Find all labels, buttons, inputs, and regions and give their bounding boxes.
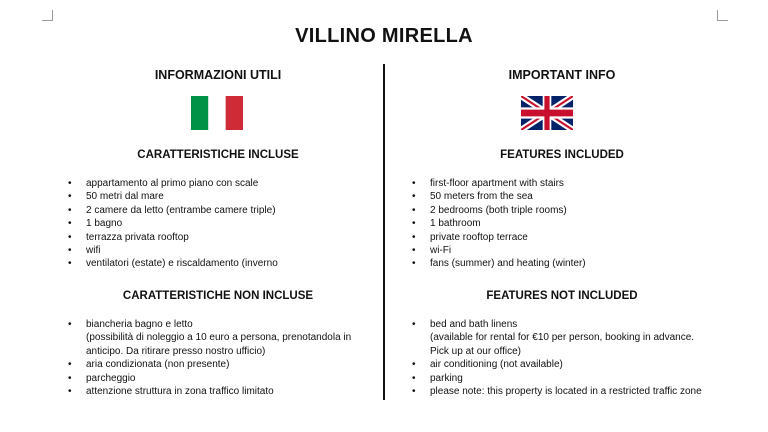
english-included-heading: FEATURES INCLUDED — [500, 149, 624, 161]
list-item — [58, 318, 388, 358]
list-item: • first-floor apartment with stairs — [402, 177, 732, 190]
list-item-note-line: (possibilità di noleggio a 10 euro a persona, prenotandola in — [86, 332, 352, 344]
english-not-included-list — [402, 318, 732, 398]
list-item-note-line: Pick up at our office) — [430, 345, 521, 357]
italian-included-heading: CARATTERISTICHE INCLUSE — [137, 149, 299, 161]
list-item: • aria condizionata (non presente) — [58, 358, 388, 371]
list-item: • wifi — [58, 244, 388, 257]
list-item: • fans (summer) and heating (winter) — [402, 257, 732, 270]
list-item: • 2 bedrooms (both triple rooms) — [402, 204, 732, 217]
list-item: • 1 bagno — [58, 217, 388, 230]
document-title: VILLINO MIRELLA — [295, 25, 473, 47]
list-item: • wi-Fi — [402, 244, 732, 257]
list-item-text: biancheria bagno e letto — [86, 319, 193, 330]
crop-mark-top-left — [42, 10, 53, 21]
list-item-note-line: anticipo. Da ritirare presso nostro ufficio) — [86, 345, 266, 357]
list-item: • 1 bathroom — [402, 217, 732, 230]
list-item: • private rooftop terrace — [402, 231, 732, 244]
list-item: • please note: this property is located in a restricted traffic zone — [402, 385, 732, 398]
list-item: • 50 meters from the sea — [402, 190, 732, 203]
crop-mark-top-right — [717, 10, 728, 21]
italian-not-included-heading: CARATTERISTICHE NON INCLUSE — [122, 290, 314, 302]
list-item: • terrazza privata rooftop — [58, 231, 388, 244]
list-item-note-line: (available for rental for €10 per person, booking in advance. — [430, 332, 695, 344]
italian-heading: INFORMAZIONI UTILI — [154, 68, 282, 82]
english-not-included-heading: FEATURES NOT INCLUDED — [486, 290, 638, 302]
list-item: • appartamento al primo piano con scale — [58, 177, 388, 190]
italian-included-list — [58, 177, 388, 271]
list-item-text: bed and bath linens — [430, 319, 518, 330]
list-item: • parking — [402, 372, 732, 385]
list-item: • ventilatori (estate) e riscaldamento (inverno — [58, 257, 388, 270]
list-item: • parcheggio — [58, 372, 388, 385]
uk-flag-icon — [521, 96, 573, 130]
list-item: • air conditioning (not available) — [402, 358, 732, 371]
english-included-list — [402, 177, 732, 271]
italian-not-included-list — [58, 318, 388, 398]
list-item: • attenzione struttura in zona traffico limitato — [58, 385, 388, 398]
english-heading: IMPORTANT INFO — [508, 68, 616, 82]
italian-flag-icon — [191, 96, 243, 130]
list-item: • 2 camere da letto (entrambe camere triple) — [58, 204, 388, 217]
list-item — [402, 318, 732, 358]
list-item: • 50 metri dal mare — [58, 190, 388, 203]
